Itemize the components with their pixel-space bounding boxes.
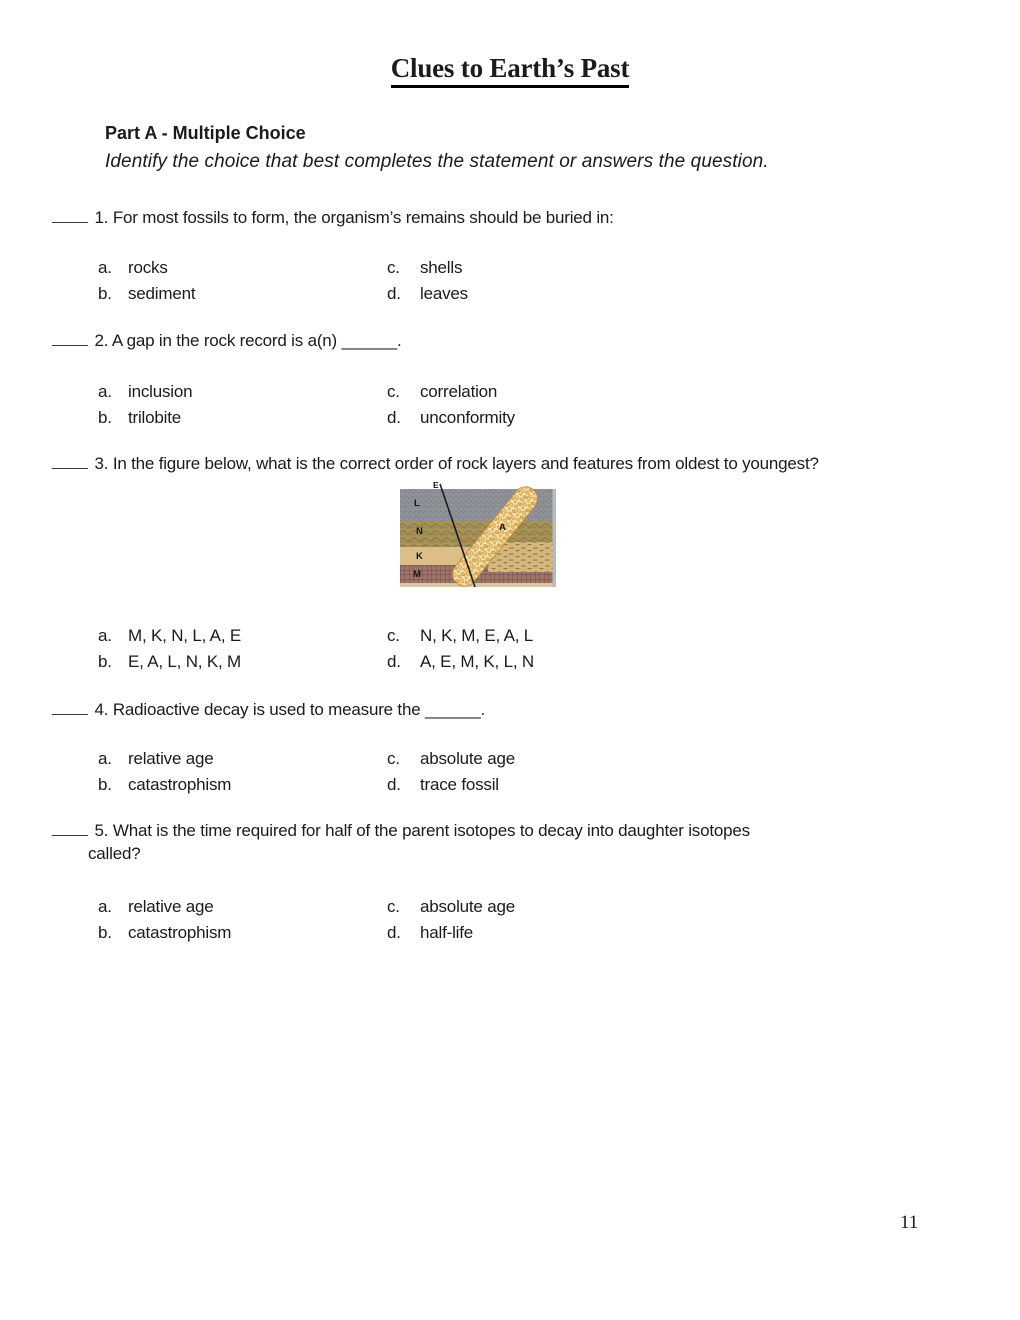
option-text: rocks [128,258,168,277]
question-number: 2. [94,331,109,350]
option-text: relative age [128,749,214,768]
answer-blank[interactable] [52,208,88,223]
page-number: 11 [900,1212,919,1233]
option-text: M, K, N, L, A, E [128,626,242,645]
option-c [387,894,1020,920]
option-text: half-life [420,922,474,942]
option-b [98,281,387,307]
question-3 [0,452,1020,674]
figure-label-N: N [416,526,423,537]
rock-cross-section-diagram [400,480,556,587]
option-letter: a. [98,382,112,401]
options-grid [98,894,1020,945]
option-a [98,379,387,405]
figure-label-L: L [414,498,420,509]
option-letter: d. [387,651,401,671]
option-a [98,894,387,920]
figure-label-K: K [416,551,423,562]
option-letter: b. [98,922,112,942]
bottom-strip [400,583,556,587]
option-letter: b. [98,283,112,303]
right-edge-strip [553,489,557,587]
question-number: 4. [94,700,109,719]
option-d [387,772,1020,798]
question-1-line [96,206,1020,229]
option-a [98,623,387,649]
question-text: A gap in the rock record is a(n) ______. [111,331,402,350]
question-5-line [96,819,1020,842]
figure-label-M: M [413,569,421,580]
option-text: sediment [128,283,196,303]
answer-blank[interactable] [52,454,88,469]
question-number: 1. [94,208,109,227]
options-grid [98,379,1020,430]
title-wrap [0,52,1020,88]
section-heading: Part A - Multiple Choice [105,123,306,143]
question-number: 3. [94,454,109,473]
option-letter: a. [98,258,112,277]
option-b [98,405,387,431]
options-grid [98,255,1020,306]
option-letter: d. [387,922,401,942]
question-text: Radioactive decay is used to measure the ______. [112,700,486,719]
option-letter: c. [387,258,400,277]
option-letter: c. [387,626,400,645]
figure-label-A: A [499,522,506,533]
question-1 [0,206,1020,306]
option-text: correlation [420,382,498,401]
option-text: trace fossil [420,774,499,794]
option-text: E, A, L, N, K, M [128,651,242,671]
question-3-line [96,452,1020,475]
section-instruction: Identify the choice that best completes the statement or answers the question. [105,151,769,172]
options-grid [98,623,1020,674]
option-letter: d. [387,774,401,794]
option-d [387,920,1020,946]
option-letter: c. [387,382,400,401]
option-text: leaves [420,283,468,303]
option-text: catastrophism [128,922,232,942]
option-b [98,649,387,675]
answer-blank[interactable] [52,700,88,715]
option-letter: b. [98,774,112,794]
question-4 [0,698,1020,797]
page-title: Clues to Earth’s Past [391,52,630,88]
option-text: absolute age [420,749,515,768]
option-text: inclusion [128,382,193,401]
option-c [387,255,1020,281]
question-text: In the figure below, what is the correct order of rock layers and features from oldest to youngest? [112,454,819,473]
option-letter: a. [98,749,112,768]
option-a [98,746,387,772]
question-5 [0,819,1020,945]
option-c [387,623,1020,649]
answer-blank[interactable] [52,331,88,346]
option-b [98,920,387,946]
option-letter: b. [98,407,112,427]
question-4-line [96,698,1020,721]
figure-label-E: E [433,480,439,490]
option-letter: c. [387,897,400,916]
option-d [387,405,1020,431]
option-text: unconformity [420,407,515,427]
option-letter: d. [387,407,401,427]
option-text: catastrophism [128,774,232,794]
rock-layers-figure [400,480,556,587]
option-a [98,255,387,281]
option-text: shells [420,258,463,277]
question-number: 5. [94,821,109,840]
option-letter: a. [98,626,112,645]
option-text: N, K, M, E, A, L [420,626,534,645]
question-text: What is the time required for half of the parent isotopes to decay into daughter isotopes [112,821,750,840]
answer-blank[interactable] [52,821,88,836]
question-2 [0,329,1020,430]
option-text: relative age [128,897,214,916]
option-text: absolute age [420,897,515,916]
option-letter: c. [387,749,400,768]
question-2-line [96,329,1020,352]
option-c [387,746,1020,772]
option-d [387,281,1020,307]
option-c [387,379,1020,405]
option-letter: a. [98,897,112,916]
option-b [98,772,387,798]
question-5-line-continued: called? [88,844,141,863]
option-text: A, E, M, K, L, N [420,651,534,671]
option-letter: d. [387,283,401,303]
question-text: For most fossils to form, the organism’s remains should be buried in: [112,208,614,227]
options-grid [98,746,1020,797]
option-letter: b. [98,651,112,671]
option-text: trilobite [128,407,182,427]
option-d [387,649,1020,675]
